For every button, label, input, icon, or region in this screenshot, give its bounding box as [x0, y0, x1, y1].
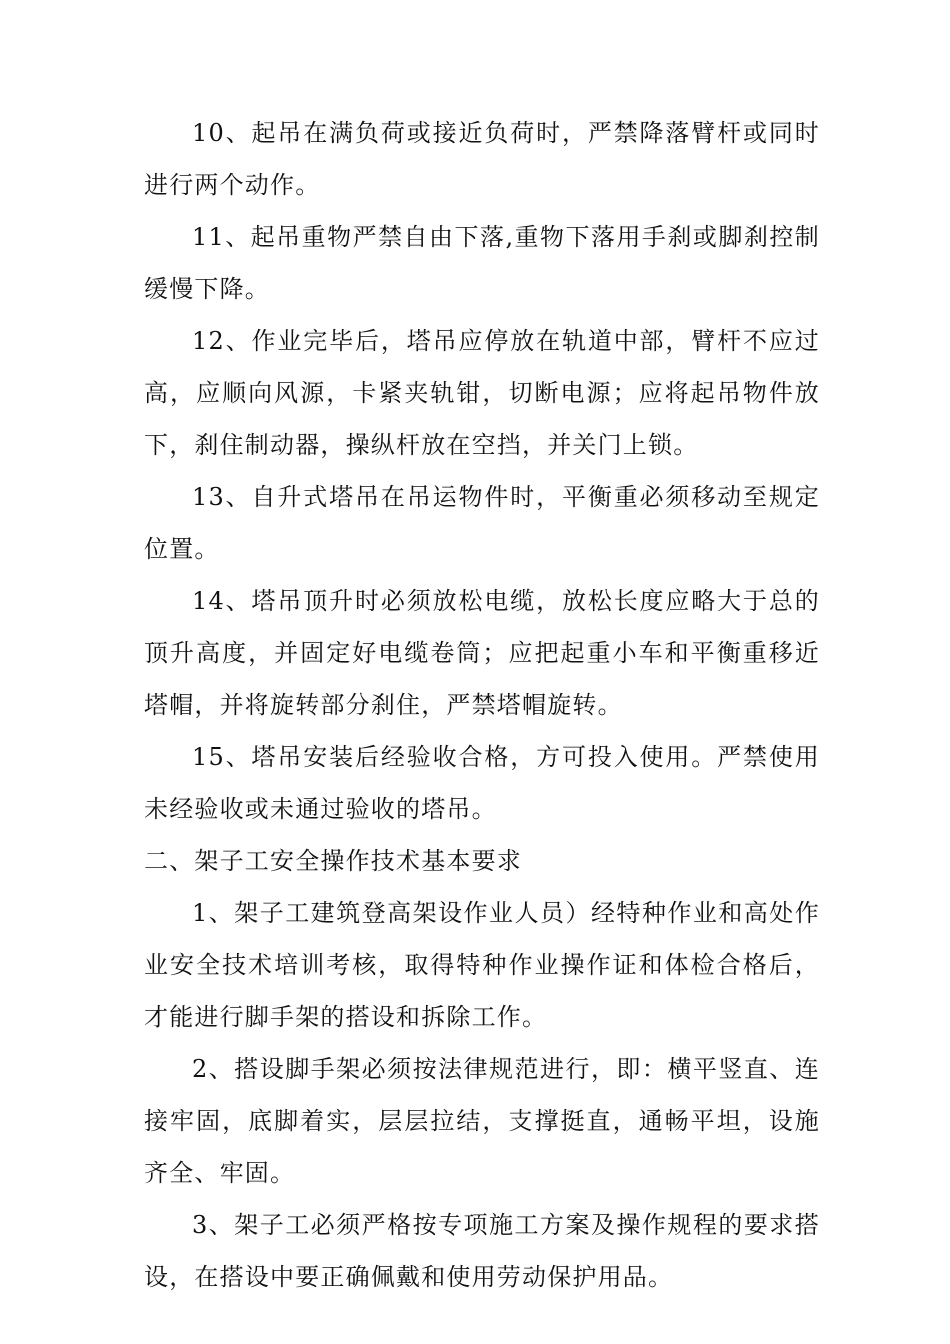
paragraph-scaffold-rule-3: 3、架子工必须严格按专项施工方案及操作规程的要求搭设，在搭设中要正确佩戴和使用劳动保护用品。 [144, 1211, 820, 1291]
paragraph-rule-12: 12、作业完毕后，塔吊应停放在轨道中部，臂杆不应过高，应顺向风源，卡紧夹轨钳，切断电源；应将起吊物件放下，刹住制动器，操纵杆放在空挡，并关门上锁。 [144, 327, 820, 459]
paragraph-rule-15: 15、塔吊安装后经验收合格，方可投入使用。严禁使用未经验收或未通过验收的塔吊。 [144, 743, 820, 823]
section-heading: 二、架子工安全操作技术基本要求 [144, 847, 522, 875]
paragraph-rule-10: 10、起吊在满负荷或接近负荷时，严禁降落臂杆或同时进行两个动作。 [144, 119, 820, 199]
paragraph-scaffold-rule-1: 1、架子工建筑登高架设作业人员）经特种作业和高处作业安全技术培训考核，取得特种作业操作证和体检合格后，才能进行脚手架的搭设和拆除工作。 [144, 899, 820, 1031]
paragraph-rule-14: 14、塔吊顶升时必须放松电缆，放松长度应略大于总的顶升高度，并固定好电缆卷筒；应把起重小车和平衡重移近塔帽，并将旋转部分刹住，严禁塔帽旋转。 [144, 587, 820, 719]
document-body [144, 107, 820, 1303]
paragraph-rule-13: 13、自升式塔吊在吊运物件时，平衡重必须移动至规定位置。 [144, 483, 820, 563]
paragraph-scaffold-rule-2: 2、搭设脚手架必须按法律规范进行，即：横平竖直、连接牢固，底脚着实，层层拉结，支撑挺直，通畅平坦，设施齐全、牢固。 [144, 1055, 820, 1187]
paragraph-rule-11: 11、起吊重物严禁自由下落,重物下落用手刹或脚刹控制缓慢下降。 [144, 223, 820, 303]
